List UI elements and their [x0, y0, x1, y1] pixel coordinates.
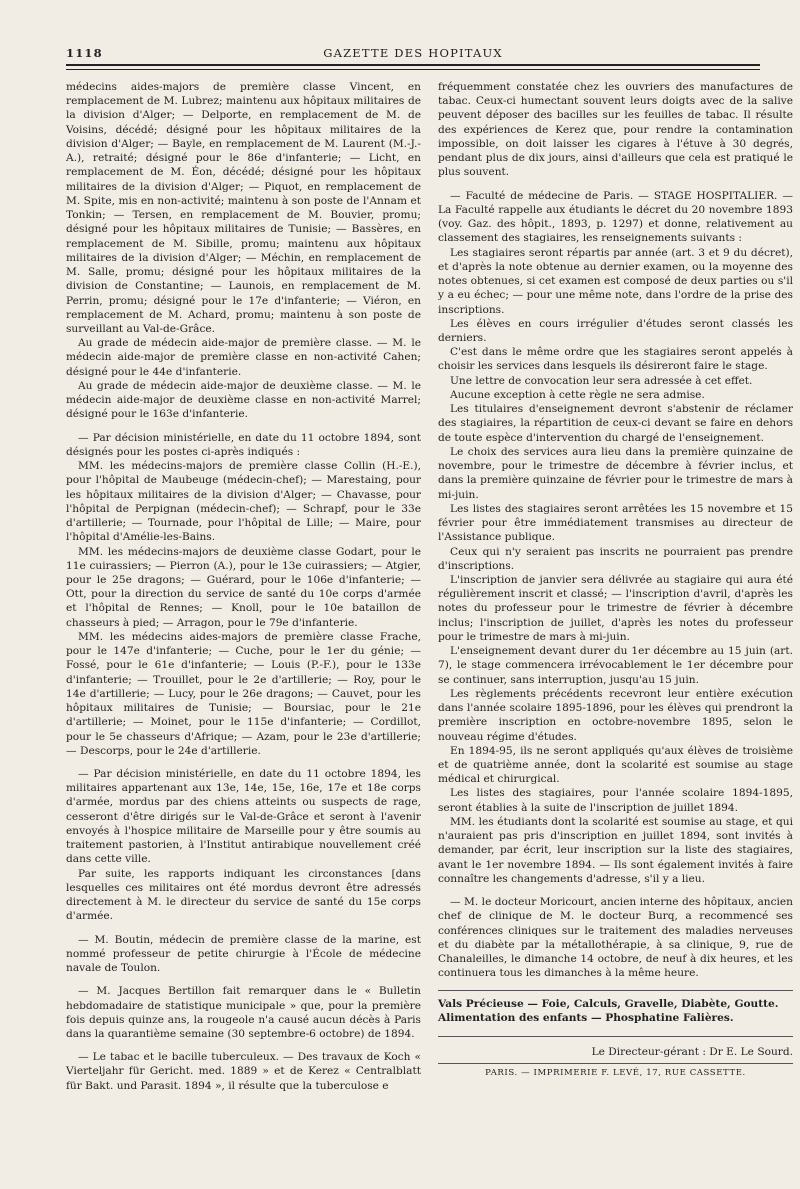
- paragraph: Une lettre de convocation leur sera adressée à cet effet.: [450, 374, 753, 387]
- paragraph: MM. les médecins aides-majors de première classe Frache, pour le 147e d'infanterie; — Cuche, pour le 1er du génie; — Fossé, pour le 61e d'infanterie; — Louis (P.-F.), pour le 133e d'infanterie; — Trouillet, pour le 2e d'artillerie; — Roy, pour le 14e d'artillerie; — Lucy, pour le 26e dragons; — Cauvet, pour les hôpitaux militaires de Tunisie; — Boursiac, pour le 21e d'artillerie; — Moinet, pour le 115e d'infanterie; — Cordillot, pour le 5e chasseurs d'Afrique; — Azam, pour le 23e d'artillerie; — Descorps, pour le 24e d'artillerie.: [66, 630, 421, 757]
- paragraph: Les élèves en cours irrégulier d'études seront classés les derniers.: [438, 317, 793, 344]
- paragraph: Par suite, les rapports indiquant les circonstances [dans lesquelles ces militaires ont été mordus devront être adressés directement à M. le directeur du service de santé du 15e corps d'armée.: [66, 867, 421, 923]
- paragraph: Au grade de médecin aide-major de première classe. — M. le médecin aide-major de première classe en non-activité Cahen; désigné pour le 44e d'infanterie.: [66, 337, 421, 378]
- paragraph: fréquemment constatée chez les ouvriers des manufactures de tabac. Ceux-ci humectant souvent leurs doigts avec de la salive peuvent déposer des bacilles sur les feuilles de tabac. Il résulte des expériences de Kerez que, pour rendre la contamination impossible, on doit laisser les cigares à l'étuve à 30 degrés, pendant plus de dix jours, ainsi d'ailleurs que cela est pratiqué le plus souvent.: [438, 81, 793, 179]
- paragraph: Ceux qui n'y seraient pas inscrits ne pourraient pas prendre d'inscriptions.: [438, 545, 793, 572]
- paragraph: Aucune exception à cette règle ne sera admise.: [450, 388, 705, 401]
- footer-rule: [438, 1036, 793, 1037]
- paragraph: — M. le docteur Moricourt, ancien interne des hôpitaux, ancien chef de clinique de M. le docteur Burq, a recommencé ses conférences cliniques sur le traitement des maladies nerveuses et du diabète par la métallothérapie, à sa clinique, 9, rue de Chanaleilles, le dimanche 14 octobre, de neuf à dix heures, et les continuera tous les dimanches à la même heure.: [438, 896, 793, 980]
- paragraph: L'inscription de janvier sera délivrée au stagiaire qui aura été régulièrement inscrit et classé; — l'inscription d'avril, d'après les notes du professeur pour le trimestre de février à décembre inclus; l'inscription de juillet, d'après les notes du professeur pour le trimestre de mars à mi-juin.: [438, 573, 793, 643]
- paragraph: En 1894-95, ils ne seront appliqués qu'aux élèves de troisième et de quatrième année, dont la scolarité est soumise au stage médical et chirurgical.: [438, 744, 793, 786]
- header-rule-thin: [66, 69, 760, 70]
- paragraph: — Faculté de médecine de Paris. — STAGE HOSPITALIER. — La Faculté rappelle aux étudiants le décret du 20 novembre 1893 (voy. Gaz. des hôpit., 1893, p. 1297) et donne, relativement au classement des stagiaires, les renseignements suivants :: [438, 189, 793, 245]
- director-signature: Le Directeur-gérant : Dr E. Le Sourd.: [591, 1046, 793, 1059]
- advertisement-line: Alimentation des enfants — Phosphatine Falières.: [438, 1012, 734, 1025]
- paragraph: Les titulaires d'enseignement devront s'abstenir de réclamer des stagiaires, la répartition de ceux-ci devant se faire en dehors de toute espèce d'intervention du chargé de l'enseignement.: [438, 403, 793, 444]
- advertisement-line: Vals Précieuse — Foie, Calculs, Gravelle, Diabète, Goutte.: [438, 997, 779, 1010]
- paragraph: — M. Jacques Bertillon fait remarquer dans le « Bulletin hebdomadaire de statistique municipale » que, pour la première fois depuis quinze ans, la rougeole n'a causé aucun décès à Paris dans la quarantième semaine (30 septembre-6 octobre) de 1894.: [66, 985, 421, 1040]
- paragraph: C'est dans le même ordre que les stagiaires seront appelés à choisir les services dans lesquels ils désireront faire le stage.: [438, 346, 793, 373]
- page-number: 1118: [66, 46, 103, 60]
- paragraph: médecins aides-majors de première classe Vincent, en remplacement de M. Lubrez; maintenu aux hôpitaux militaires de la division d'Alger; — Delporte, en remplacement de M. de Voisins, décédé; désigné pour les hôpitaux militaires de la division d'Alger; — Bayle, en remplacement de M. Laurent (M.-J.-A.), retraité; désigné pour le 86e d'infanterie; — Licht, en remplacement de M. Éon, décédé; désigné pour les hôpitaux militaires de la division d'Alger; — Piquot, en remplacement de M. Spite, mis en non-activité; maintenu à son poste de l'Annam et Tonkin; — Tersen, en remplacement de M. Bouvier, promu; désigné pour les hôpitaux militaires de Tunisie; — Bassères, en remplacement de M. Sibille, promu; maintenu aux hôpitaux militaires de la division d'Alger; — Méchin, en remplacement de M. Salle, promu; désigné pour les hôpitaux militaires de la division de Constantine; — Launois, en remplacement de M. Perrin, promu; désigné pour le 17e d'infanterie; — Viéron, en remplacement de M. Achard, promu; maintenu à son poste de surveillant au Val-de-Grâce.: [66, 81, 421, 335]
- paragraph: Le choix des services aura lieu dans la première quinzaine de novembre, pour le trimestre de décembre à février inclus, et dans la première quinzaine de février pour le trimestre de mars à mi-juin.: [438, 445, 793, 501]
- paragraph: — Le tabac et le bacille tuberculeux. — Des travaux de Koch « Vierteljahr für Gericht. med. 1889 » et de Kerez « Centralblatt für Bakt. und Parasit. 1894 », il résulte que la tuberculose e: [66, 1051, 421, 1092]
- paragraph: MM. les médecins-majors de première classe Collin (H.-E.), pour l'hôpital de Maubeuge (médecin-chef); — Marestaing, pour les hôpitaux militaires de la division d'Alger; — Chavasse, pour l'hôpital de Perpignan (médecin-chef); — Schrapf, pour le 33e d'artillerie; — Tournade, pour l'hôpital de Lille; — Maire, pour l'hôpital d'Amélie-les-Bains.: [66, 460, 421, 544]
- paragraph: — Par décision ministérielle, en date du 11 octobre 1894, sont désignés pour les postes ci-après indiqués :: [66, 431, 421, 458]
- header-rule: [66, 64, 760, 66]
- printer-imprint: PARIS. — IMPRIMERIE F. LEVÉ, 17, RUE CASSETTE.: [438, 1063, 793, 1079]
- paragraph: MM. les étudiants dont la scolarité est soumise au stage, et qui n'auraient pas pris d'inscription en juillet 1894, sont invités à demander, par écrit, leur inscription sur la liste des stagiaires, avant le 1er novembre 1894. — Ils sont également invités à faire connaître les changements d'adresse, s'il y a lieu.: [438, 815, 793, 885]
- paragraph: Les règlements précédents recevront leur entière exécution dans l'année scolaire 1895-1896, pour les élèves qui prendront la première inscription en octobre-novembre 1895, selon le nouveau régime d'études.: [438, 687, 793, 743]
- paragraph: L'enseignement devant durer du 1er décembre au 15 juin (art. 7), le stage commencera irrévocablement le 1er décembre pour se continuer, sans interruption, jusqu'au 15 juin.: [438, 645, 793, 686]
- paragraph: — M. Boutin, médecin de première classe de la marine, est nommé professeur de petite chirurgie à l'École de médecine navale de Toulon.: [66, 933, 421, 975]
- journal-title: GAZETTE DES HOPITAUX: [323, 46, 503, 60]
- paragraph: — Par décision ministérielle, en date du 11 octobre 1894, les militaires appartenant aux 13e, 14e, 15e, 16e, 17e et 18e corps d'armée, mordus par des chiens atteints ou suspects de rage, cesseront d'être dirigés sur le Val-de-Grâce et seront à l'avenir envoyés à l'hospice militaire de Marseille pour y être soumis au traitement pastorien, à l'Institut antirabique nouvellement créé dans cette ville.: [66, 768, 421, 866]
- left-column: [66, 80, 421, 1093]
- paragraph: Les listes des stagiaires seront arrêtées les 15 novembre et 15 février pour être immédiatement transmises au directeur de l'Assistance publique.: [438, 502, 793, 544]
- paragraph: Les listes des stagiaires, pour l'année scolaire 1894-1895, seront établies à la suite de l'inscription de juillet 1894.: [438, 787, 793, 814]
- paragraph: MM. les médecins-majors de deuxième classe Godart, pour le 11e cuirassiers; — Pierron (A.), pour le 13e cuirassiers; — Atgier, pour le 25e dragons; — Guérard, pour le 106e d'infanterie; — Ott, pour la direction du service de santé du 10e corps d'armée et l'hôpital de Rennes; — Knoll, pour le 10e bataillon de chasseurs à pied; — Arragon, pour le 79e d'infanterie.: [66, 545, 421, 629]
- right-column: [438, 80, 793, 1080]
- advertisement: [438, 990, 793, 1027]
- paragraph: Au grade de médecin aide-major de deuxième classe. — M. le médecin aide-major de deuxième classe en non-activité Marrel; désigné pour le 163e d'infanterie.: [66, 379, 421, 421]
- page-header: [66, 38, 760, 62]
- paragraph: Les stagiaires seront répartis par année (art. 3 et 9 du décret), et d'après la note obtenue au dernier examen, ou la moyenne des notes obtenues, si cet examen est composé de deux parties ou s'il y a eu échec; — pour une même note, dans l'ordre de la prise des inscriptions.: [438, 246, 793, 316]
